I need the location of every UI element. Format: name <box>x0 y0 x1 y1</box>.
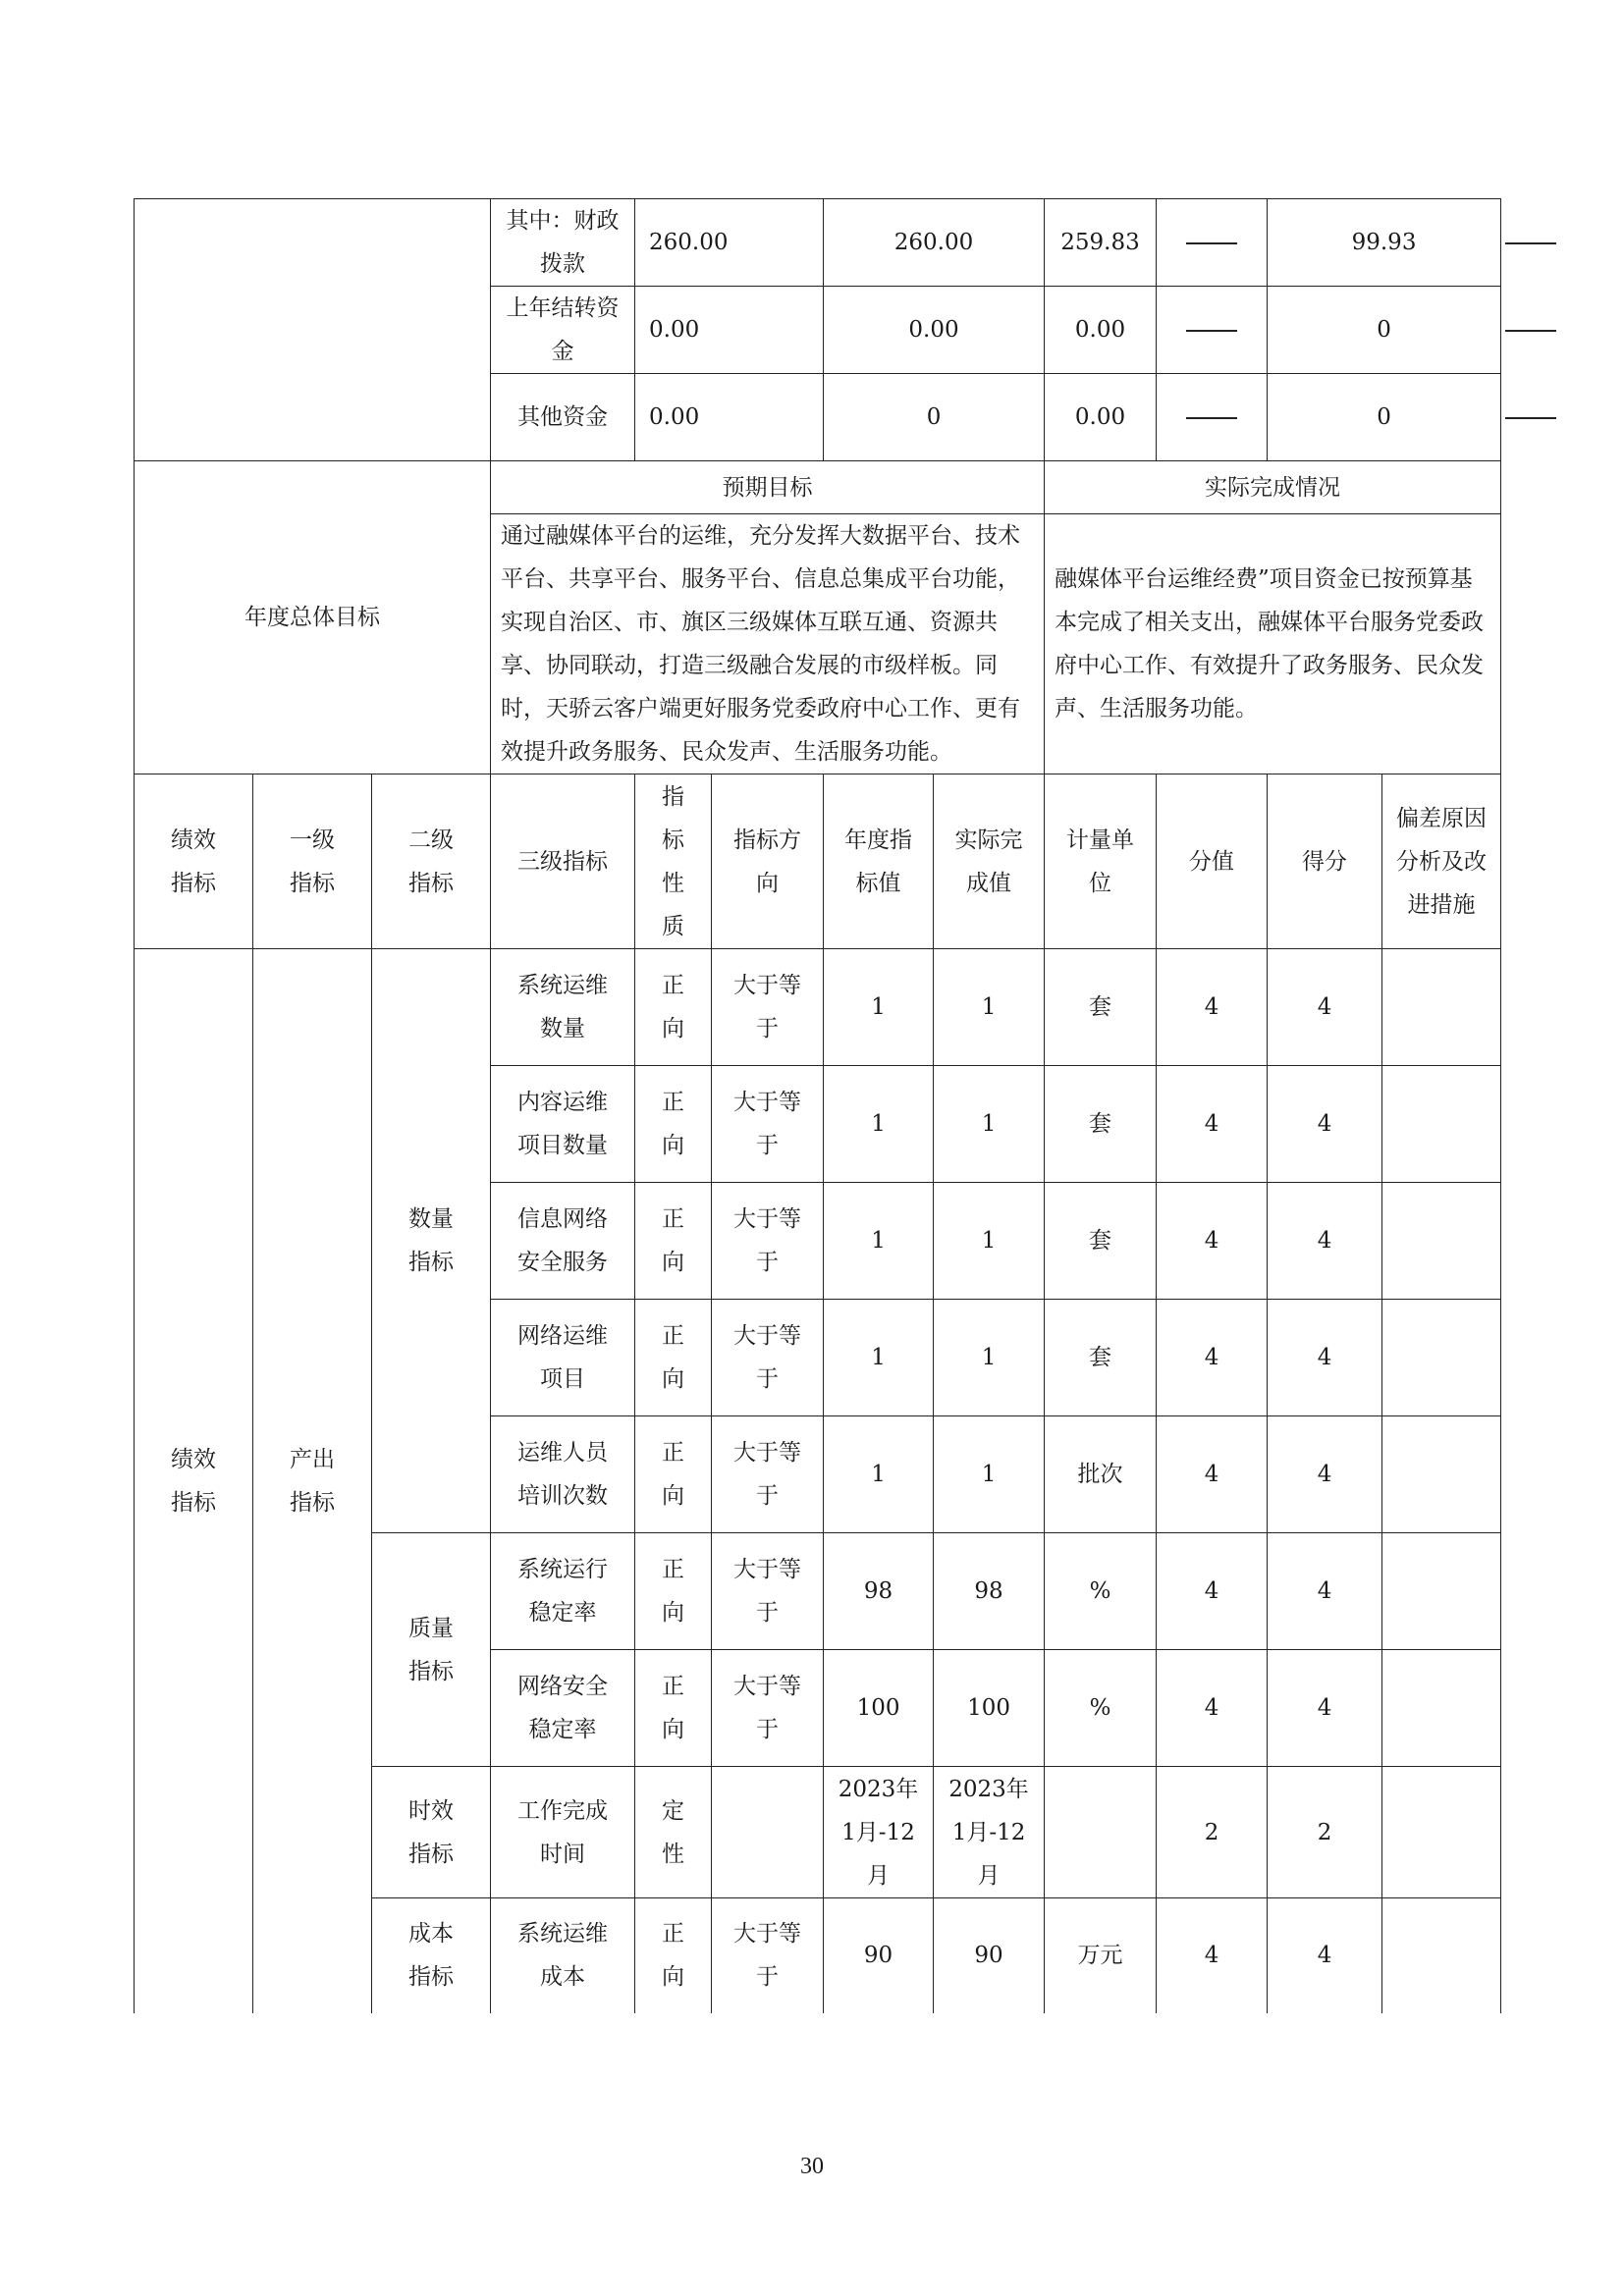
points-cell: 2 <box>1157 1767 1268 1898</box>
header-perf: 绩效指标 <box>135 774 253 949</box>
funding-executed: 0.00 <box>1045 374 1157 461</box>
actual-value-cell: 1 <box>934 949 1045 1066</box>
header-level2: 二级指标 <box>372 774 491 949</box>
deviation-cell <box>1382 1533 1501 1650</box>
score-cell: 4 <box>1268 1183 1382 1300</box>
indicator-row <box>135 949 1501 1066</box>
nature-cell: 正向 <box>635 1183 712 1300</box>
score-cell: 4 <box>1268 1066 1382 1183</box>
score-cell: 4 <box>1268 949 1382 1066</box>
funding-annual-budget: 0.00 <box>635 374 824 461</box>
level3-name: 系统运行稳定率 <box>491 1533 635 1650</box>
direction-cell: 大于等于 <box>712 949 824 1066</box>
dash-mark <box>1186 330 1237 332</box>
funding-full-year: 0.00 <box>824 287 1045 374</box>
direction-cell <box>712 1767 824 1898</box>
deviation-cell <box>1382 1767 1501 1898</box>
funding-annual-budget: 0.00 <box>635 287 824 374</box>
nature-cell: 正向 <box>635 1898 712 2013</box>
points-cell: 4 <box>1157 1650 1268 1767</box>
funding-blank-cell <box>135 199 491 461</box>
unit-cell: % <box>1045 1650 1157 1767</box>
dash-mark <box>1505 330 1556 332</box>
header-annual-value: 年度指标值 <box>824 774 934 949</box>
header-level1: 一级指标 <box>253 774 372 949</box>
deviation-cell <box>1382 1300 1501 1416</box>
actual-value-cell: 1 <box>934 1300 1045 1416</box>
points-cell: 4 <box>1157 1300 1268 1416</box>
unit-cell: 套 <box>1045 1300 1157 1416</box>
header-score: 得分 <box>1268 774 1382 949</box>
level2-label-cell: 成本指标 <box>372 1898 491 2013</box>
points-cell: 4 <box>1157 1898 1268 2013</box>
actual-result-header: 实际完成情况 <box>1045 461 1501 514</box>
perf-label-cell: 绩效指标 <box>135 949 253 2013</box>
level3-name: 系统运维成本 <box>491 1898 635 2013</box>
actual-value-cell: 1 <box>934 1416 1045 1533</box>
points-cell: 4 <box>1157 1533 1268 1650</box>
header-deviation: 偏差原因分析及改进措施 <box>1382 774 1501 949</box>
nature-cell: 正向 <box>635 1650 712 1767</box>
deviation-cell <box>1382 1183 1501 1300</box>
annual-value-cell: 1 <box>824 1416 934 1533</box>
goals-header-row <box>135 461 1501 514</box>
unit-cell: 套 <box>1045 1183 1157 1300</box>
points-cell: 4 <box>1157 1416 1268 1533</box>
direction-cell: 大于等于 <box>712 1300 824 1416</box>
expected-goal-text: 通过融媒体平台的运维，充分发挥大数据平台、技术平台、共享平台、服务平台、信息总集成平台功能，实现自治区、市、旗区三级媒体互联互通、资源共享、协同联动，打造三级融合发展的市级样板。同时，天骄云客户端更好服务党委政府中心工作、更有效提升政务服务、民众发声、生活服务功能。 <box>491 514 1045 774</box>
funding-row <box>135 199 1501 287</box>
direction-cell: 大于等于 <box>712 1533 824 1650</box>
points-cell: 4 <box>1157 1183 1268 1300</box>
dash-mark <box>1505 242 1556 244</box>
nature-cell: 正向 <box>635 1300 712 1416</box>
level2-label-cell: 质量指标 <box>372 1533 491 1767</box>
level3-name: 内容运维项目数量 <box>491 1066 635 1183</box>
nature-cell: 正向 <box>635 949 712 1066</box>
nature-cell: 正向 <box>635 1416 712 1533</box>
level2-label-cell: 时效指标 <box>372 1767 491 1898</box>
annual-value-cell: 100 <box>824 1650 934 1767</box>
level3-name: 运维人员培训次数 <box>491 1416 635 1533</box>
annual-value-cell: 1 <box>824 949 934 1066</box>
unit-cell <box>1045 1767 1157 1898</box>
deviation-cell <box>1382 949 1501 1066</box>
expected-goal-header: 预期目标 <box>491 461 1045 514</box>
direction-cell: 大于等于 <box>712 1898 824 2013</box>
annual-value-cell: 1 <box>824 1300 934 1416</box>
annual-value-cell: 90 <box>824 1898 934 2013</box>
dash-mark <box>1186 417 1237 419</box>
unit-cell: % <box>1045 1533 1157 1650</box>
deviation-cell <box>1382 1416 1501 1533</box>
direction-cell: 大于等于 <box>712 1183 824 1300</box>
deviation-cell <box>1382 1066 1501 1183</box>
score-cell: 4 <box>1268 1300 1382 1416</box>
actual-value-cell: 2023年1月-12月 <box>934 1767 1045 1898</box>
deviation-cell <box>1382 1898 1501 2013</box>
actual-value-cell: 1 <box>934 1066 1045 1183</box>
unit-cell: 套 <box>1045 949 1157 1066</box>
funding-label: 其中：财政拨款 <box>491 199 635 287</box>
score-cell: 4 <box>1268 1416 1382 1533</box>
points-cell: 4 <box>1157 1066 1268 1183</box>
page-number: 30 <box>800 2154 824 2179</box>
nature-cell: 正向 <box>635 1066 712 1183</box>
score-cell: 4 <box>1268 1650 1382 1767</box>
actual-value-cell: 100 <box>934 1650 1045 1767</box>
level3-name: 系统运维数量 <box>491 949 635 1066</box>
unit-cell: 批次 <box>1045 1416 1157 1533</box>
funding-annual-budget: 260.00 <box>635 199 824 287</box>
header-points: 分值 <box>1157 774 1268 949</box>
level3-name: 信息网络安全服务 <box>491 1183 635 1300</box>
dash-mark <box>1505 417 1556 419</box>
level3-name: 网络安全稳定率 <box>491 1650 635 1767</box>
direction-cell: 大于等于 <box>712 1416 824 1533</box>
funding-full-year: 260.00 <box>824 199 1045 287</box>
actual-value-cell: 98 <box>934 1533 1045 1650</box>
deviation-cell <box>1382 1650 1501 1767</box>
funding-rate: 99.93 <box>1268 199 1501 287</box>
annual-value-cell: 98 <box>824 1533 934 1650</box>
actual-result-text: 融媒体平台运维经费”项目资金已按预算基本完成了相关支出，融媒体平台服务党委政府中心工作、有效提升了政务服务、民众发声、生活服务功能。 <box>1045 514 1501 774</box>
annual-value-cell: 1 <box>824 1066 934 1183</box>
funding-rate: 0 <box>1268 374 1501 461</box>
funding-weight-dash <box>1157 199 1268 287</box>
nature-cell: 定性 <box>635 1767 712 1898</box>
funding-weight-dash <box>1157 374 1268 461</box>
header-direction: 指标方向 <box>712 774 824 949</box>
annual-value-cell: 2023年1月-12月 <box>824 1767 934 1898</box>
level1-label-cell: 产出指标 <box>253 949 372 2013</box>
nature-cell: 正向 <box>635 1533 712 1650</box>
unit-cell: 万元 <box>1045 1898 1157 2013</box>
funding-label: 上年结转资金 <box>491 287 635 374</box>
funding-executed: 259.83 <box>1045 199 1157 287</box>
direction-cell: 大于等于 <box>712 1066 824 1183</box>
indicator-header-row <box>135 774 1501 949</box>
actual-value-cell: 1 <box>934 1183 1045 1300</box>
header-nature: 指标性质 <box>635 774 712 949</box>
funding-executed: 0.00 <box>1045 287 1157 374</box>
score-cell: 4 <box>1268 1533 1382 1650</box>
header-level3: 三级指标 <box>491 774 635 949</box>
level2-label-cell: 数量指标 <box>372 949 491 1533</box>
points-cell: 4 <box>1157 949 1268 1066</box>
funding-full-year: 0 <box>824 374 1045 461</box>
header-unit: 计量单位 <box>1045 774 1157 949</box>
score-cell: 2 <box>1268 1767 1382 1898</box>
score-cell: 4 <box>1268 1898 1382 2013</box>
unit-cell: 套 <box>1045 1066 1157 1183</box>
direction-cell: 大于等于 <box>712 1650 824 1767</box>
funding-weight-dash <box>1157 287 1268 374</box>
level3-name: 工作完成时间 <box>491 1767 635 1898</box>
dash-mark <box>1186 242 1237 244</box>
goals-label: 年度总体目标 <box>135 461 491 774</box>
level3-name: 网络运维项目 <box>491 1300 635 1416</box>
performance-table <box>134 198 1501 2013</box>
header-actual-value: 实际完成值 <box>934 774 1045 949</box>
funding-label: 其他资金 <box>491 374 635 461</box>
funding-rate: 0 <box>1268 287 1501 374</box>
annual-value-cell: 1 <box>824 1183 934 1300</box>
actual-value-cell: 90 <box>934 1898 1045 2013</box>
